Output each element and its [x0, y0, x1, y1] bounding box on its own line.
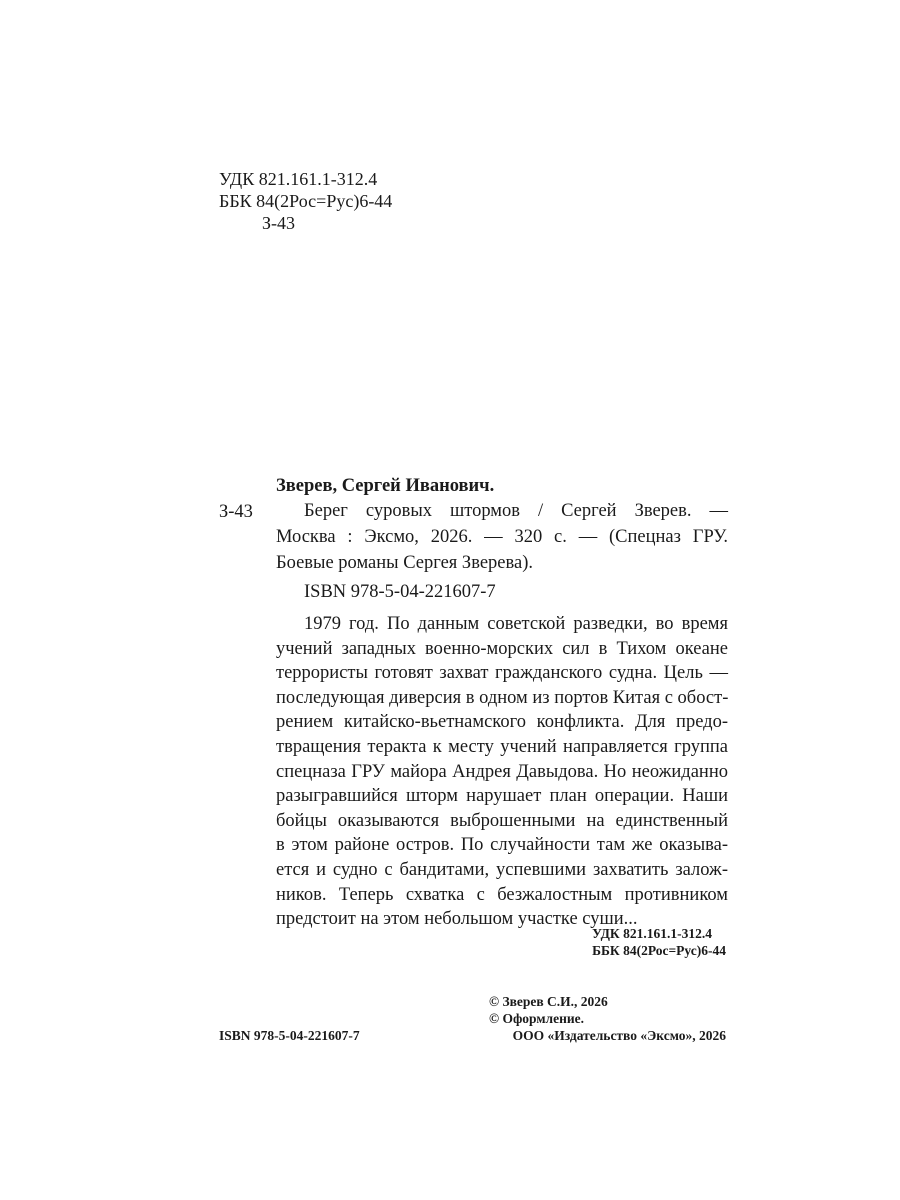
- footer-isbn: ISBN 978-5-04-221607-7: [219, 1028, 360, 1043]
- annotation-line: последующая диверсия в одном из портов Китая с обост-: [276, 687, 729, 708]
- annotation-line: рением китайско-вьетнамского конфликта. Для предо-: [276, 712, 728, 733]
- annotation-line: спецназа ГРУ майора Андрея Давыдова. Но неожиданно: [276, 761, 728, 782]
- copyright-author: © Зверев С.И., 2026: [489, 994, 608, 1009]
- annotation-line: террористы готовят захват гражданского судна. Цель —: [276, 663, 728, 684]
- publisher-copyright: ООО «Издательство «Эксмо», 2026: [512, 1028, 726, 1043]
- copyright-design: © Оформление.: [489, 1011, 585, 1026]
- annotation-line: 1979 год. По данным советской разведки, во время: [304, 614, 728, 634]
- record-isbn: ISBN 978-5-04-221607-7: [304, 582, 496, 602]
- author-heading: Зверев, Сергей Иванович.: [276, 476, 495, 496]
- annotation-line: бойцы оказываются выброшенными на единственный: [276, 810, 728, 831]
- bbk-code: ББК 84(2Рос=Рус)6-44: [219, 191, 393, 211]
- footer-classification: [592, 925, 726, 959]
- record-author-mark: З-43: [219, 502, 253, 522]
- footer-bbk: ББК 84(2Рос=Рус)6-44: [592, 943, 726, 958]
- annotation-line: в этом районе остров. По случайности там же оказыва-: [276, 835, 728, 856]
- annotation-line: твращения теракта к месту учений направляется группа: [276, 736, 728, 757]
- copyright-block: [489, 993, 608, 1027]
- annotation-line: ется и судно с бандитами, успевшими захватить залож-: [276, 859, 728, 880]
- udk-code: УДК 821.161.1-312.4: [219, 169, 378, 189]
- record-description: [276, 498, 728, 576]
- title-line: Москва : Эксмо, 2026. — 320 с. — (Спецназ ГРУ.: [276, 527, 728, 547]
- annotation-line: разыгравшийся шторм нарушает план операции. Наши: [276, 786, 728, 807]
- author-mark: З-43: [262, 213, 296, 233]
- annotation-line: учений западных военно-морских сил в Тихом океане: [276, 638, 728, 659]
- annotation: [276, 612, 728, 932]
- title-line: Берег суровых штормов / Сергей Зверев. —: [304, 501, 728, 521]
- classification-block: [219, 168, 392, 234]
- title-line: Боевые романы Сергея Зверева).: [276, 553, 533, 573]
- annotation-line: ников. Теперь схватка с безжалостным противником: [276, 884, 728, 905]
- footer-udk: УДК 821.161.1-312.4: [592, 926, 712, 941]
- annotation-line: предстоит на этом небольшом участке суши...: [276, 909, 638, 930]
